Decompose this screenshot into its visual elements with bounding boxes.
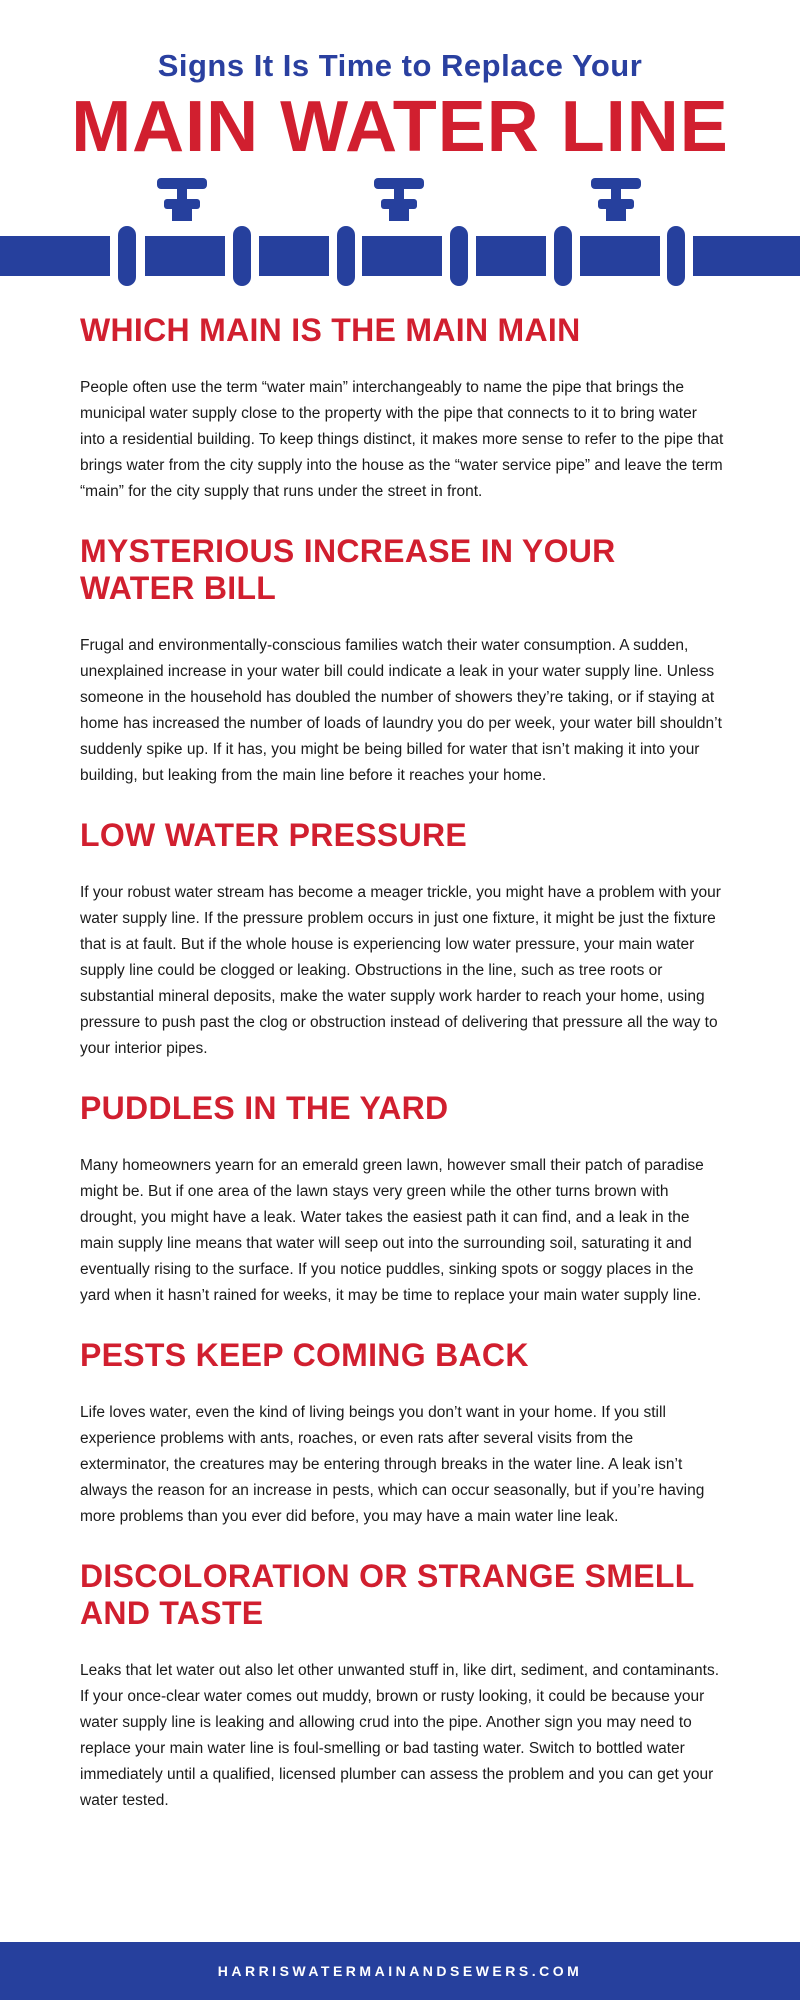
pipe-collar bbox=[337, 226, 355, 286]
section-heading: MYSTERIOUS INCREASE IN YOUR WATER BILL bbox=[80, 533, 616, 606]
section-puddles bbox=[80, 1090, 724, 1309]
section-body: If your robust water stream has become a meager trickle, you might have a problem with your water supply line. If the pressure problem occurs in just one fixture, it might be just the fixture that is at fault. But if the whole house is experiencing low water pressure, your main water supply line could be clogged or leaking. Obstructions in the line, such as tree roots or substantial mineral deposits, make the water supply work harder to reach your home, using pressure to push past the clog or obstruction instead of delivering that pressure all the way to your interior pipes. bbox=[80, 884, 721, 1057]
section-body: Frugal and environmentally-conscious families watch their water consumption. A sudden, unexplained increase in your water bill could indicate a leak in your water supply line. Unless someone in the household has doubled the number of showers they’re taking, or if staying at home has increased the number of loads of laundry you do per week, your water bill shouldn’t suddenly spike up. If it has, you might be being billed for water that isn’t making it into your building, but leaking from the main line before it reaches your home. bbox=[80, 637, 722, 784]
water-pipe-illustration bbox=[0, 170, 800, 290]
valve-bonnet bbox=[164, 199, 200, 209]
valve-handle bbox=[591, 178, 641, 189]
pipe-segment bbox=[259, 236, 329, 276]
pipe-collar bbox=[450, 226, 468, 286]
section-body: Many homeowners yearn for an emerald green lawn, however small their patch of paradise might be. But if one area of the lawn stays very green while the other turns brown with drought, you might have a leak. Water takes the easiest path it can find, and a leak in the main supply line means that water will seep out into the surrounding soil, saturating it and eventually rising to the surface. If you notice puddles, sinking spots or soggy places in the yard when it hasn’t rained for weeks, it may be time to replace your main water supply line. bbox=[80, 1157, 704, 1304]
section-heading: DISCOLORATION OR STRANGE SMELL AND TASTE bbox=[80, 1558, 695, 1631]
section-body: Life loves water, even the kind of living beings you don’t want in your home. If you still experience problems with ants, roaches, or even rats after several visits from the exterminator, the creatures may be entering through breaks in the water line. A leak isn’t always the reason for an increase in pests, which can occur seasonally, but if you’re having more problems than you ever did before, you may have a main water line leak. bbox=[80, 1404, 705, 1525]
subtitle: Signs It Is Time to Replace Your bbox=[157, 48, 643, 83]
section-heading: PESTS KEEP COMING BACK bbox=[80, 1337, 529, 1373]
valve-neck bbox=[606, 209, 626, 221]
section-heading: WHICH MAIN IS THE MAIN MAIN bbox=[80, 312, 581, 348]
section-pests bbox=[80, 1337, 724, 1530]
footer-bar bbox=[0, 1942, 800, 2000]
section-body: Leaks that let water out also let other unwanted stuff in, like dirt, sediment, and contaminants. If your once-clear water comes out muddy, brown or rusty looking, it could be because your water supply line is leaking and allowing crud into the pipe. Another sign you may need to replace your main water line is foul-smelling or bad tasting water. Switch to bottled water immediately until a qualified, licensed plumber can assess the problem and you can get your water tested. bbox=[80, 1662, 720, 1809]
pipe-segment bbox=[362, 236, 442, 276]
valve-bonnet bbox=[381, 199, 417, 209]
header bbox=[0, 0, 800, 300]
section-heading: PUDDLES IN THE YARD bbox=[80, 1090, 449, 1126]
valve-stem bbox=[611, 189, 621, 199]
section-water-bill bbox=[80, 533, 724, 789]
section-which-main bbox=[80, 312, 724, 505]
section-heading: LOW WATER PRESSURE bbox=[80, 817, 468, 853]
pipe-collar bbox=[554, 226, 572, 286]
pipe-collar bbox=[118, 226, 136, 286]
section-discoloration bbox=[80, 1558, 724, 1814]
page-title: MAIN WATER LINE bbox=[71, 87, 729, 167]
valve-bonnet bbox=[598, 199, 634, 209]
section-body: People often use the term “water main” interchangeably to name the pipe that brings the municipal water supply close to the property with the pipe that connects to it to bring water into a residential building. To keep things distinct, it makes more sense to refer to the pipe that brings water from the city supply into the house as the “water service pipe” and leave the term “main” for the city supply that runs under the street in front. bbox=[80, 379, 724, 500]
valve-neck bbox=[389, 209, 409, 221]
valve-stem bbox=[394, 189, 404, 199]
valve-handle bbox=[374, 178, 424, 189]
pipe-segment bbox=[693, 236, 800, 276]
pipe-segment bbox=[145, 236, 225, 276]
section-low-pressure bbox=[80, 817, 724, 1062]
valve-handle bbox=[157, 178, 207, 189]
pipe-segment bbox=[0, 236, 110, 276]
valve-stem bbox=[177, 189, 187, 199]
pipe-collar bbox=[233, 226, 251, 286]
valve-neck bbox=[172, 209, 192, 221]
article-content bbox=[80, 312, 724, 1842]
pipe-segment bbox=[580, 236, 660, 276]
pipe-collar bbox=[667, 226, 685, 286]
footer-website-link[interactable]: HARRISWATERMAINANDSEWERS.COM bbox=[217, 1963, 583, 1979]
pipe-segment bbox=[476, 236, 546, 276]
